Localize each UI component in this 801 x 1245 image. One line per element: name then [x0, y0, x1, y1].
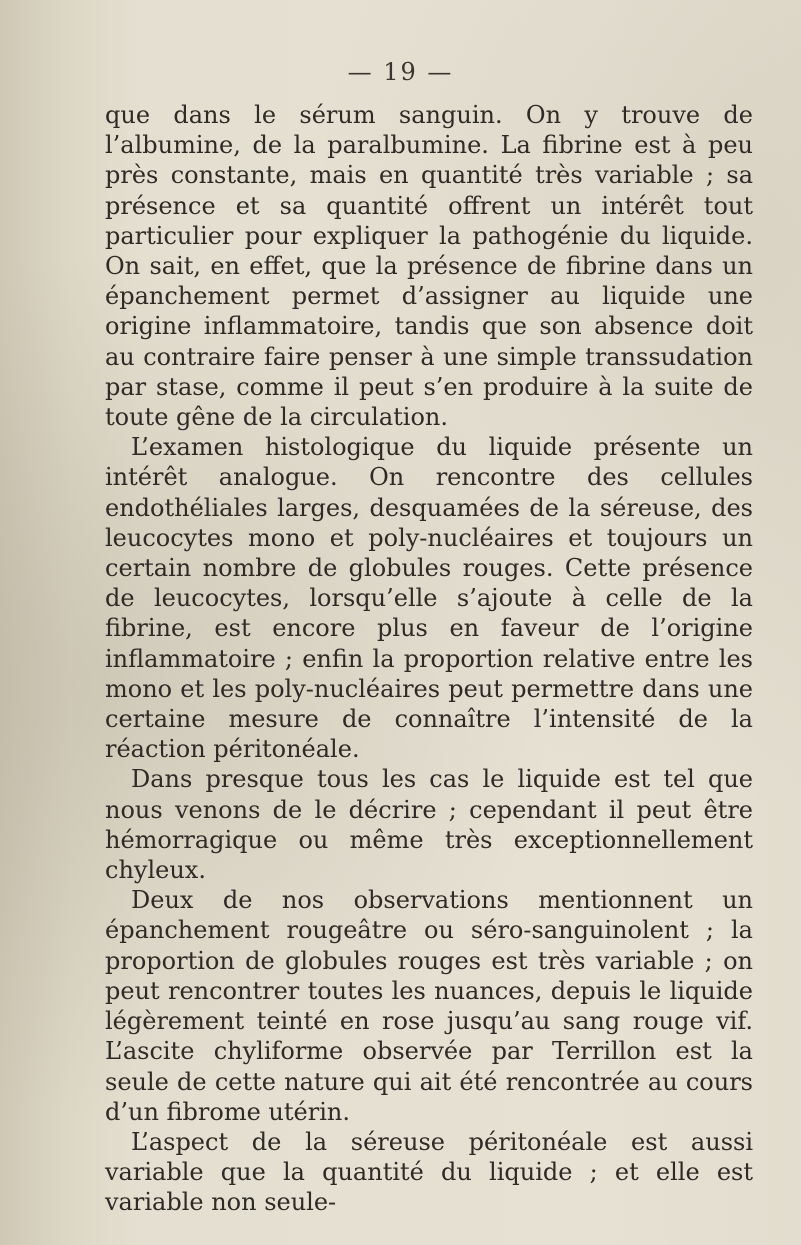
paragraph-2: L’examen histologique du liquide présente un intérêt analogue. On rencontre des cellules endothéliales larges, desquamées de la séreuse, des leucocytes mono et poly-nucléaires et toujours un certain nombre de globules rouges. Cette présence de leucocytes, lorsqu’elle s’ajoute à celle de la fibrine, est encore plus en faveur de l’origine inflammatoire ; enfin la proportion relative entre les mono et les poly-nucléaires peut permettre dans une certaine mesure de connaître l’intensité de la réaction péritonéale.	[105, 433, 753, 764]
paragraph-4: Deux de nos observations mentionnent un épanchement rougeâtre ou séro-sanguinolent ; la proportion de globules rouges est très variable ; on peut rencontrer toutes les nuances, depuis le liquide légèrement teinté en rose jusqu’au sang rouge vif. L’ascite chyliforme observée par Terrillon est la seule de cette nature qui ait été rencontrée au cours d’un fibrome utérin.	[105, 886, 753, 1126]
body-text	[105, 100, 753, 1218]
paragraph-1: que dans le sérum sanguin. On y trouve de l’albumine, de la paralbumine. La fibrine est à peu près constante, mais en quantité très variable ; sa présence et sa quantité offrent un intérêt tout particulier pour expliquer la pathogénie du liquide. On sait, en effet, que la présence de fibrine dans un épanchement permet d’assigner au liquide une origine inflammatoire, tandis que son absence doit au contraire faire penser à une simple transsudation par stase, comme il peut s’en produire à la suite de toute gêne de la circulation.	[105, 101, 753, 432]
page-number: — 19 —	[347, 58, 454, 86]
paragraph-3: Dans presque tous les cas le liquide est tel que nous venons de le décrire ; cependant il peut être hémorragique ou même très exceptionnellement chyleux.	[105, 765, 753, 885]
paragraph-5: L’aspect de la séreuse péritonéale est aussi variable que la quantité du liquide ; et elle est variable non seule-	[105, 1127, 753, 1217]
